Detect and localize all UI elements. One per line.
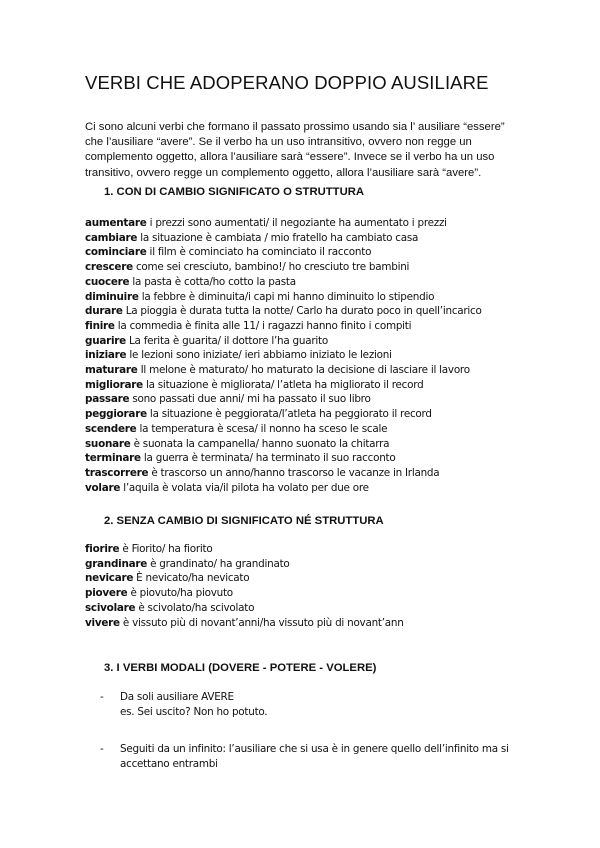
verb-label: nevicare [85, 572, 134, 585]
verb-label: passare [85, 393, 130, 406]
example-text: sono passati due anni/ mi ha passato il suo libro [129, 393, 371, 406]
verb-label: cambiare [85, 231, 138, 244]
bullet-item [100, 742, 550, 771]
list-item [85, 557, 555, 572]
example-text: la guerra è terminata/ ha terminato il suo racconto [140, 452, 396, 465]
list-item [85, 407, 555, 422]
bullet-item [100, 690, 550, 719]
bullet-dash: - [100, 691, 104, 703]
list-item [85, 260, 555, 275]
example-text: la pasta è cotta/ho cotto la pasta [129, 275, 296, 288]
list-item [85, 601, 555, 616]
list-item [85, 392, 555, 407]
section-3-list [100, 690, 550, 795]
example-text: la temperatura è scesa/ il nonno ha sceso le scale [136, 422, 388, 435]
example-text: La ferita è guarita/ il dottore l’ha guarito [125, 334, 328, 347]
intro-line: Ci sono alcuni verbi che formano il passato prossimo usando sia l’ ausiliare “essere” [85, 121, 505, 133]
example-text: la commedia è finita alle 11/ i ragazzi hanno finito i compiti [114, 319, 412, 332]
list-item [85, 466, 555, 481]
verb-label: crescere [85, 261, 133, 274]
verb-label: cominciare [85, 246, 147, 259]
example-text: la situazione è cambiata / mio fratello ha cambiato casa [137, 231, 419, 244]
example-text: la situazione è peggiorata/l’atleta ha peggiorato il record [146, 408, 432, 421]
list-item [85, 571, 555, 586]
verb-label: suonare [85, 437, 131, 450]
list-item [85, 586, 555, 601]
verb-label: grandinare [85, 557, 148, 570]
verb-label: scivolare [85, 601, 136, 614]
example-text: è piovuto/ha piovuto [127, 587, 233, 600]
bullet-line: es. Sei uscito? Non ho potuto. [120, 705, 268, 718]
list-item [85, 363, 555, 378]
example-text: È nevicato/ha nevicato [133, 572, 250, 585]
verb-label: volare [85, 481, 121, 494]
verb-label: iniziare [85, 349, 127, 362]
list-item [85, 348, 555, 363]
example-text: è suonata la campanella/ hanno suonato la chitarra [130, 437, 390, 450]
verb-label: piovere [85, 587, 128, 600]
bullet-line: Seguiti da un infinito: l’ausiliare che si usa è in genere quello dell’infinito ma si [120, 743, 509, 756]
page-title: VERBI CHE ADOPERANO DOPPIO AUSILIARE [85, 72, 489, 93]
intro-line: complemento oggetto, allora l’ausiliare sarà “essere”. Invece se il verbo ha un uso [85, 151, 495, 164]
list-item [85, 275, 555, 290]
verb-label: maturare [85, 364, 138, 377]
verb-label: fiorire [85, 543, 120, 555]
example-text: la febbre è diminuita/i capi mi hanno diminuito lo stipendio [138, 290, 435, 303]
intro-line: che l’ausiliare “avere”. Se il verbo ha un uso intransitivo, ovvero non regge un [85, 136, 472, 149]
list-item [85, 245, 555, 260]
verb-label: cuocere [85, 275, 130, 288]
list-item [85, 451, 555, 466]
list-item [85, 334, 555, 349]
example-text: è Fiorito/ ha fiorito [119, 543, 213, 555]
bullet-dash: - [100, 743, 104, 756]
example-text: è trascorso un anno/hanno trascorso le vacanze in Irlanda [148, 466, 440, 479]
example-text: i prezzi sono aumentati/ il negoziante ha aumentato i prezzi [146, 217, 447, 229]
verb-label: aumentare [85, 217, 147, 229]
example-text: la situazione è migliorata/ l’atleta ha migliorato il record [142, 378, 424, 391]
example-text: è vissuto più di novant’anni/ha vissuto più di novant’ann [119, 616, 404, 629]
verb-label: peggiorare [85, 408, 147, 421]
verb-label: durare [85, 305, 123, 318]
list-item [85, 542, 555, 557]
verb-label: scendere [85, 422, 137, 435]
verb-label: diminuire [85, 290, 139, 303]
section-3-heading: 3. I VERBI MODALI (DOVERE - POTERE - VOLERE) [104, 662, 377, 674]
verb-label: guarire [85, 334, 126, 347]
list-item [85, 319, 555, 334]
example-text: è grandinato/ ha grandinato [147, 557, 290, 570]
list-item [85, 437, 555, 452]
example-text: Il melone è maturato/ ho maturato la decisione di lasciare il lavoro [137, 364, 470, 377]
verb-label: migliorare [85, 378, 143, 391]
example-text: le lezioni sono iniziate/ ieri abbiamo iniziato le lezioni [126, 349, 392, 362]
list-item [85, 290, 555, 305]
verb-label: vivere [85, 616, 120, 629]
bullet-line: Da soli ausiliare AVERE [120, 691, 234, 703]
verb-label: trascorrere [85, 466, 149, 479]
example-text: il film è cominciato ha cominciato il racconto [146, 246, 372, 259]
example-text: La pioggia è durata tutta la notte/ Carlo ha durato poco in quell’incarico [122, 305, 482, 318]
list-item [85, 422, 555, 437]
section-2-heading: 2. SENZA CAMBIO DI SIGNIFICATO NÉ STRUTTURA [104, 515, 384, 527]
list-item [85, 304, 555, 319]
example-text: è scivolato/ha scivolato [135, 601, 255, 614]
list-item [85, 481, 555, 496]
list-item [85, 216, 555, 231]
intro-paragraph [85, 120, 525, 181]
example-text: come sei cresciuto, bambino!/ ho cresciuto tre bambini [132, 261, 410, 274]
verb-label: finire [85, 319, 115, 332]
list-item [85, 378, 555, 393]
bullet-line: accettano entrambi [120, 758, 218, 771]
list-item [85, 616, 555, 631]
example-text: l’aquila è volata via/il pilota ha volato per due ore [120, 481, 369, 494]
section-2-list [85, 542, 555, 630]
section-1-heading: 1. CON DI CAMBIO SIGNIFICATO O STRUTTURA [104, 186, 365, 198]
verb-label: terminare [85, 452, 141, 465]
section-1-list [85, 216, 555, 495]
list-item [85, 231, 555, 246]
intro-line: transitivo, ovvero regge un complemento oggetto, allora l’ausiliare sarà “avere”. [85, 166, 482, 179]
